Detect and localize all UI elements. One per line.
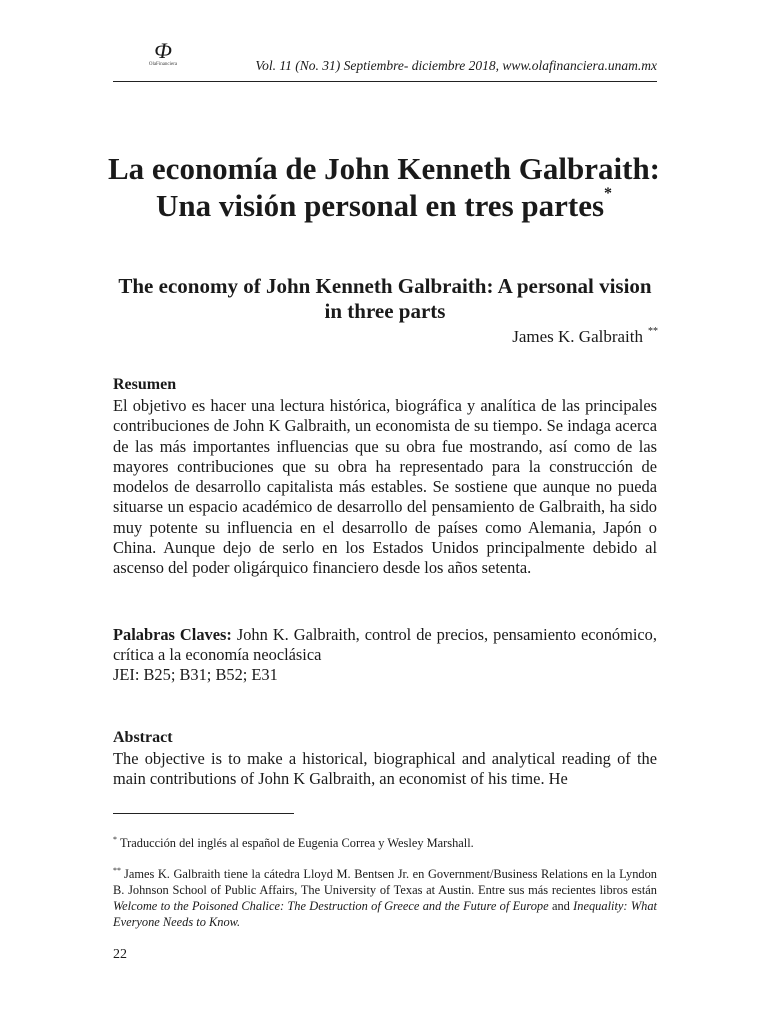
resumen-heading: Resumen	[113, 376, 177, 393]
footnote-1-mark: *	[113, 835, 117, 844]
logo-text: OlaFinanciera	[148, 62, 178, 67]
title-es-text: La economía de John Kenneth Galbraith: Una visión personal en tres partes	[108, 151, 661, 223]
journal-citation-line: Vol. 11 (No. 31) Septiembre- diciembre 2018, www.olafinanciera.unam.mx	[255, 58, 657, 73]
abstract-heading: Abstract	[113, 729, 173, 746]
footnote-separator	[113, 813, 294, 814]
author-footnote-mark: **	[648, 326, 658, 337]
article-title-english: The economy of John Kenneth Galbraith: A personal vision in three parts	[118, 274, 652, 323]
footnote-1-text: Traducción del inglés al español de Eugenia Correa y Wesley Marshall.	[120, 836, 474, 850]
author-line	[512, 326, 658, 348]
footnote-2-mark: **	[113, 866, 121, 875]
resumen-body: El objetivo es hacer una lectura histórica, biográfica y analítica de las principales contribuciones de John K Galbraith, un economista de su tiempo. Se indaga acerca de las más importantes influencias que su obra fue mostrando, así como de las mayores contribuciones que su obra ha representado para la construcción de modelos de desarrollo capitalista más estables. Se sostiene que aunque no pueda situarse un espacio académico de desarrollo del pensamiento de Galbraith, ha sido muy potente su influencia en el desarrollo de países como Alemania, Japón o China. Aunque dejo de serlo en los Estados Unidos principalmente debido al ascenso del poder oligárquico financiero desde los años setenta.	[113, 396, 657, 578]
jei-codes: JEI: B25; B31; B52; E31	[113, 665, 278, 684]
book-title-2: Inequality: What Everyone Needs to Know.	[113, 899, 657, 929]
book-title-1: Welcome to the Poisoned Chalice: The Destruction of Greece and the Future of Europe	[113, 899, 549, 913]
page-header	[113, 40, 657, 82]
footnote-2-text: James K. Galbraith tiene la cátedra Lloyd M. Bentsen Jr. en Government/Business Relations en la Lyndon B. Johnson School of Public Affairs, The University of Texas at Austin. Entre sus más recientes libros están	[113, 867, 657, 897]
keywords-paragraph	[113, 625, 657, 666]
article-title-spanish	[108, 150, 660, 224]
footnote-2-and: and	[548, 899, 574, 913]
logo-glyph: Ф	[154, 38, 172, 63]
title-footnote-mark: *	[604, 185, 613, 202]
footnote-1	[113, 835, 657, 851]
journal-logo	[141, 40, 185, 68]
abstract-body: The objective is to make a historical, biographical and analytical reading of the main contributions of John K Galbraith, an economist of his time. He	[113, 749, 657, 789]
page-number: 22	[113, 947, 127, 962]
author-name: James K. Galbraith	[512, 327, 643, 346]
keywords-label: Palabras Claves:	[113, 625, 232, 644]
footnote-2	[113, 866, 657, 930]
keywords-text: John K. Galbraith, control de precios, pensamiento económico, crítica a la economía neoclásica	[113, 625, 657, 665]
